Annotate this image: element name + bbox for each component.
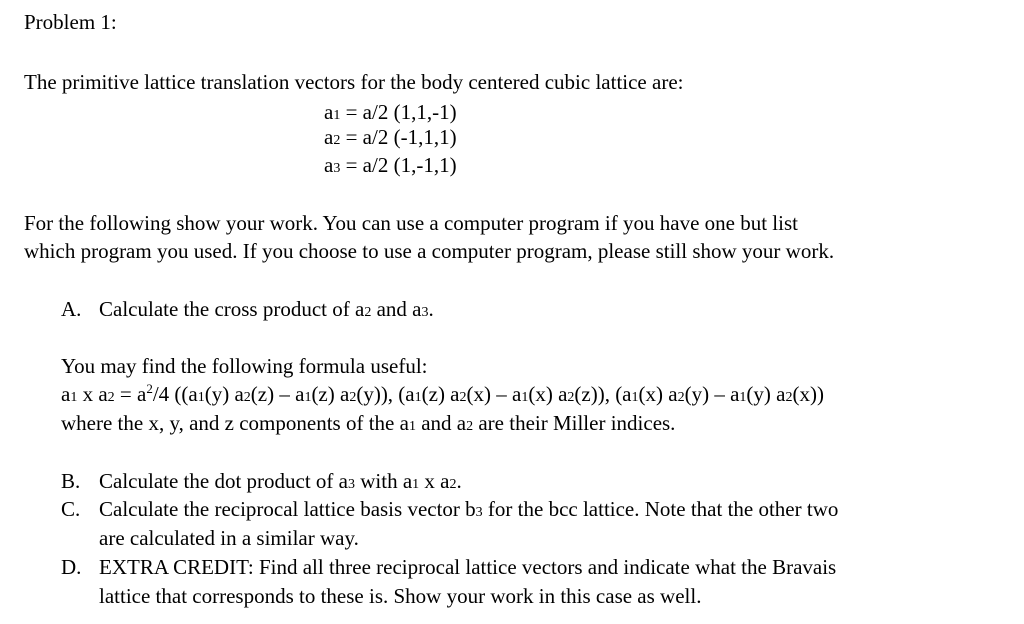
intro-text: The primitive lattice translation vectors for the body centered cubic lattice are: <box>24 70 684 94</box>
instructions-line-2: which program you used. If you choose to use a computer program, please still show your work. <box>24 239 835 263</box>
part-c-line-2: are calculated in a similar way. <box>99 526 359 550</box>
part-d-line-2: lattice that corresponds to these is. Show your work in this case as well. <box>99 584 702 608</box>
vector-a1: a1 = a/2 (1,1,-1) <box>324 100 457 124</box>
part-c-label: C. <box>61 497 81 521</box>
formula-intro: You may find the following formula useful: <box>61 354 428 378</box>
vector-a2: a2 = a/2 (-1,1,1) <box>324 125 457 149</box>
vector-a3: a3 = a/2 (1,-1,1) <box>324 153 457 177</box>
instructions-line-1: For the following show your work. You can use a computer program if you have one but list <box>24 211 798 235</box>
part-d-line-1: D. EXTRA CREDIT: Find all three reciprocal lattice vectors and indicate what the Bravais <box>61 555 837 579</box>
part-a-label: A. <box>61 297 82 321</box>
part-a: A. Calculate the cross product of a2 and a3. <box>61 297 434 321</box>
part-c-line-1: C. Calculate the reciprocal lattice basis vector b3 for the bcc lattice. Note that the other two <box>61 497 839 521</box>
cross-product-formula: a1 x $a2 = a^2/4$ ((a1(y) a2(z) – a1(z) a2(y)), (a1(z) a2(x) – a1(x) a2(z)), (a1(x) a2(y) – a1(y) a2(x)) <box>61 381 824 406</box>
part-b-label: B. <box>61 469 81 493</box>
part-b: B. Calculate the dot product of a3 with a1 x a2. <box>61 469 462 493</box>
problem-title: Problem 1: <box>24 10 117 34</box>
part-d-label: D. <box>61 555 82 579</box>
formula-where: where the x, y, and z components of the a1 and a2 are their Miller indices. <box>61 411 676 435</box>
